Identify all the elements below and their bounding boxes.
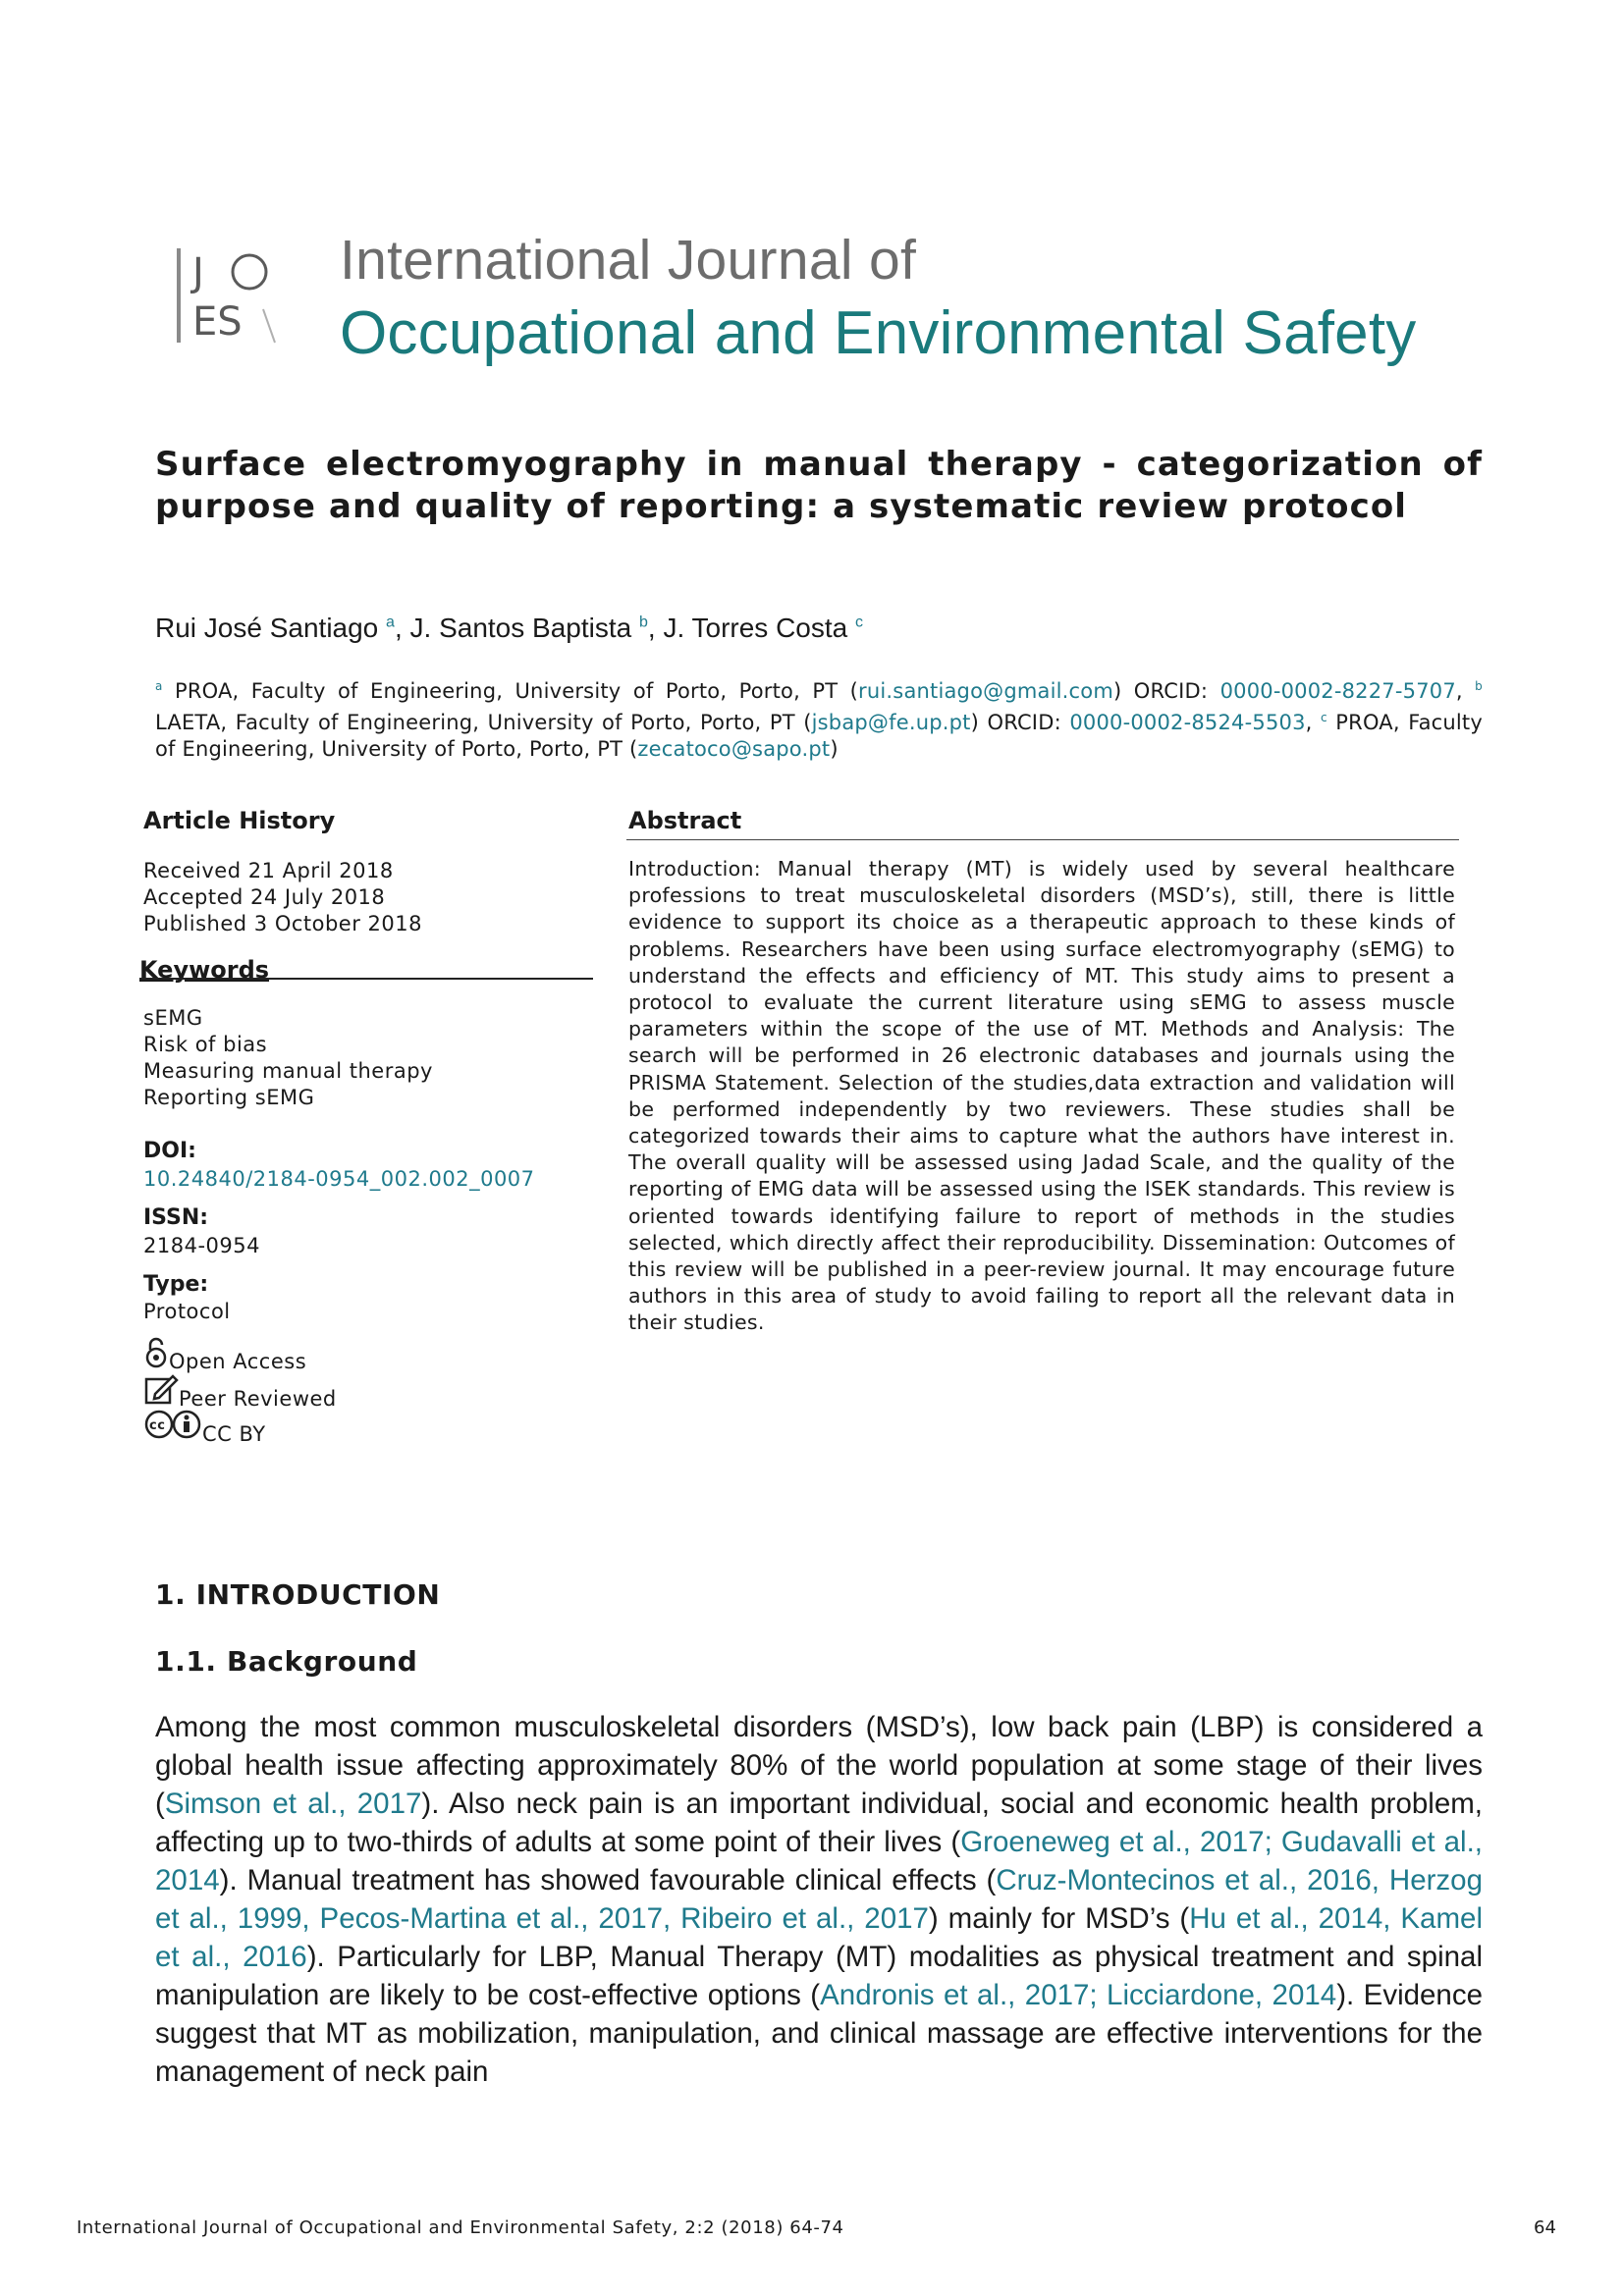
logo-letter-j: J xyxy=(192,250,204,295)
open-access-lock-icon xyxy=(143,1337,169,1373)
citation-link[interactable]: Andronis et al., 2017; Licciardone, 2014 xyxy=(820,1979,1337,2011)
subsection-heading: 1.1. Background xyxy=(155,1645,418,1678)
keyword: sEMG xyxy=(143,1006,203,1030)
accepted-date: Accepted 24 July 2018 xyxy=(143,885,386,909)
author-affil-mark: a xyxy=(386,614,395,631)
orcid-link[interactable]: 0000-0002-8227-5707 xyxy=(1219,679,1456,703)
email-link[interactable]: rui.santiago@gmail.com xyxy=(858,679,1113,703)
section-heading: 1. INTRODUCTION xyxy=(155,1578,441,1611)
author-name: Rui José Santiago xyxy=(155,613,379,643)
abstract-text: Introduction: Manual therapy (MT) is widely used by several healthcare professions to treat musculoskeletal disorders (MSD’s), still, there is little evidence to support its choice as a therapeutic approach to these kinds of problems. Researchers have been using surface electromyography (sEMG) to understand the effects and efficiency of MT. This study aims to present a protocol to evaluate the current literature using sEMG to assess muscle parameters within the scope of the use of MT. Methods and Analysis: The search will be performed in 26 electronic databases and journals using the PRISMA Statement. Selection of the studies,data extraction and validation will be performed independently by two reviewers. These studies shall be categorized towards their aims to capture what the authors have interest in. The overall quality will be assessed using Jadad Scale, and the quality of the reporting of EMG data will be assessed using the ISEK standards. This review is oriented towards identifying failure to report of methods in the studies selected, which directly affect their reproducibility. Dissemination: Outcomes of this review will be published in a peer-review journal. It may encourage future authors in this area of study to avoid failing to report all the relevant data in their studies. xyxy=(628,857,1455,1335)
page-number: 64 xyxy=(1534,2217,1556,2238)
email-link[interactable]: zecatoco@sapo.pt xyxy=(637,737,831,761)
license-badge xyxy=(143,1410,266,1446)
author-list: Rui José Santiago $^a$, J. Santos Baptista $^b$, J. Torres Costa $^c$ xyxy=(155,613,864,643)
keyword: Risk of bias xyxy=(143,1033,268,1056)
abstract-heading: Abstract xyxy=(628,807,742,834)
svg-text:cc: cc xyxy=(149,1418,166,1433)
type-label: Type: xyxy=(143,1272,209,1297)
issn-value: 2184-0954 xyxy=(143,1234,260,1257)
keywords-rule xyxy=(139,978,593,980)
author-name: J. Torres Costa xyxy=(663,613,848,643)
keywords-heading: Keywords xyxy=(139,956,270,984)
email-link[interactable]: jsbap@fe.up.pt xyxy=(811,711,971,734)
journal-logo xyxy=(173,240,283,350)
affiliations: $^a$ PROA, Faculty of Engineering, University of Porto, Porto, PT (rui.santiago@gmail.com) ORCID: 0000-0002-8227-5707, $^b$ LAETA, Faculty of Engineering, University of Porto, Porto, PT (jsbap@fe.up.pt) ORCID: 0000-0002-8524-5503, $^c$ PROA, Faculty of Engineering, University of Porto, Porto, PT (zecatoco@sapo.pt) xyxy=(155,679,1483,761)
orcid-link[interactable]: 0000-0002-8524-5503 xyxy=(1069,711,1306,734)
issn-label: ISSN: xyxy=(143,1205,209,1230)
citation-link[interactable]: Simson et al., 2017 xyxy=(164,1788,422,1820)
author-affil-mark: b xyxy=(638,614,648,631)
paper-title: Surface electromyography in manual therapy - categorization of purpose and quality of reporting: a systematic review protocol xyxy=(155,445,1483,526)
keyword: Measuring manual therapy xyxy=(143,1059,433,1083)
peer-reviewed-label: Peer Reviewed xyxy=(179,1387,337,1411)
pen-edit-icon xyxy=(143,1372,179,1411)
doi-link[interactable]: 10.24840/2184-0954_002.002_0007 xyxy=(143,1167,535,1191)
article-history-heading: Article History xyxy=(143,807,336,834)
type-value: Protocol xyxy=(143,1300,231,1323)
author-affil-mark: c xyxy=(855,614,864,631)
citation-link[interactable]: Cruz-Montecinos et al., 2016, Herzog et al., 1999, Pecos-Martina et al., 2017, Ribeiro et al., 2017 xyxy=(155,1864,1483,1935)
license-label: CC BY xyxy=(202,1422,266,1446)
keyword: Reporting sEMG xyxy=(143,1086,315,1109)
logo-letters-es: ES xyxy=(192,299,243,345)
received-date: Received 21 April 2018 xyxy=(143,859,394,882)
abstract-rule xyxy=(626,839,1459,840)
footer-citation: International Journal of Occupational and Environmental Safety, 2:2 (2018) 64-74 xyxy=(77,2217,844,2238)
doi-label: DOI: xyxy=(143,1139,196,1163)
peer-reviewed-badge xyxy=(143,1372,337,1411)
body-paragraph: Among the most common musculoskeletal disorders (MSD’s), low back pain (LBP) is considered a global health issue affecting approximately 80% of the world population at some stage of their lives (Simson et al., 2017). Also neck pain is an important individual, social and economic health problem, affecting up to two-thirds of adults at some point of their lives (Groeneweg et al., 2017; Gudavalli et al., 2014). Manual treatment has showed favourable clinical effects (Cruz-Montecinos et al., 2016, Herzog et al., 1999, Pecos-Martina et al., 2017, Ribeiro et al., 2017) mainly for MSD’s (Hu et al., 2014, Kamel et al., 2016). Particularly for LBP, Manual Therapy (MT) modalities as physical treatment and spinal manipulation are likely to be cost-effective options (Andronis et al., 2017; Licciardone, 2014). Evidence suggest that MT as mobilization, manipulation, and clinical massage are effective interventions for the management of neck pain xyxy=(155,1711,1483,2088)
open-access-badge xyxy=(143,1337,306,1373)
journal-name-line2: Occupational and Environmental Safety xyxy=(340,299,1417,367)
author-name: J. Santos Baptista xyxy=(409,613,632,643)
journal-name-line1: International Journal of xyxy=(340,229,917,292)
citation-link[interactable]: Hu et al., 2014, Kamel et al., 2016 xyxy=(155,1902,1483,1973)
published-date: Published 3 October 2018 xyxy=(143,912,422,935)
citation-link[interactable]: Groeneweg et al., 2017; Gudavalli et al., 2014 xyxy=(155,1826,1483,1896)
open-access-label: Open Access xyxy=(169,1350,307,1373)
creative-commons-icon xyxy=(143,1410,202,1446)
